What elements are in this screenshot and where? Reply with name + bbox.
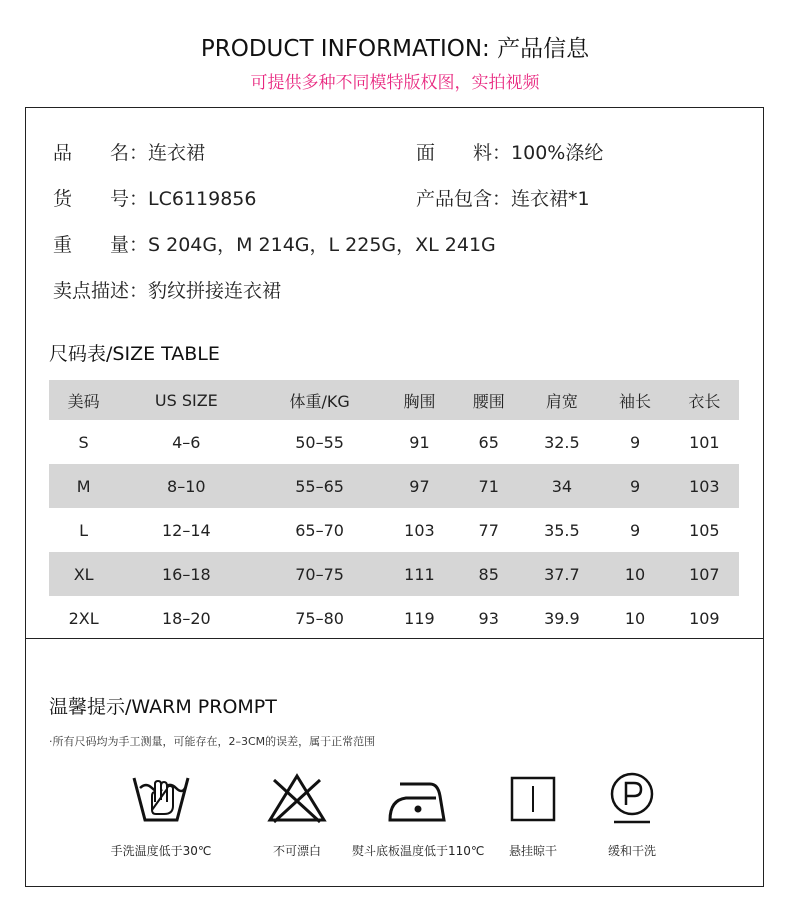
table-cell: 107 <box>689 564 720 584</box>
info-fabric-label: 面 料： <box>416 142 512 164</box>
table-cell: 8–10 <box>167 476 206 496</box>
header-subtitle: 可提供多种不同模特版权图，实拍视频 <box>250 73 540 93</box>
table-cell: 101 <box>689 432 720 452</box>
info-weight-label: 重 量： <box>53 234 149 256</box>
info-selling-row <box>53 276 281 303</box>
info-selling-label: 卖点描述： <box>53 280 149 302</box>
measurement-note: ·所有尺码均为手工测量，可能存在，2–3CM的误差，属于正常范围 <box>49 735 376 748</box>
table-cell: 2XL <box>68 608 99 628</box>
table-cell: 55–65 <box>295 476 344 496</box>
size-table-title: 尺码表/SIZE TABLE <box>49 343 220 365</box>
table-cell: 77 <box>478 520 499 540</box>
table-row <box>49 420 739 464</box>
table-cell: 9 <box>629 476 641 496</box>
size-table <box>49 380 739 640</box>
table-cell: 111 <box>404 564 435 584</box>
table-cell: 97 <box>409 476 430 496</box>
no-bleach-icon <box>266 770 328 826</box>
info-name-value: 连衣裙 <box>148 142 206 164</box>
size-table-header: 肩宽 <box>545 391 578 411</box>
care-label: 熨斗底板温度低于110℃ <box>352 844 485 858</box>
info-includes-label: 产品包含： <box>416 188 512 210</box>
table-cell: 16–18 <box>161 564 211 584</box>
table-cell: 10 <box>624 608 646 628</box>
info-sku-value: LC6119856 <box>148 188 257 210</box>
care-item-hand-wash <box>96 770 226 858</box>
size-table-header: US SIZE <box>154 390 218 410</box>
care-label: 不可漂白 <box>272 844 321 858</box>
table-cell: 65–70 <box>295 520 344 540</box>
table-cell: 50–55 <box>295 432 344 452</box>
table-cell: 70–75 <box>295 564 344 584</box>
info-name-row <box>53 138 205 165</box>
table-cell: 65 <box>478 432 499 452</box>
table-cell: 4–6 <box>172 432 201 452</box>
hand-wash-icon <box>130 770 192 826</box>
table-cell: 105 <box>689 520 720 540</box>
table-cell: 93 <box>478 608 499 628</box>
table-cell: 91 <box>409 432 430 452</box>
info-fabric-value: 100%涤纶 <box>511 142 604 164</box>
care-item-no-bleach <box>232 770 362 858</box>
table-cell: 103 <box>404 520 435 540</box>
table-cell: 71 <box>478 476 499 496</box>
info-includes-row <box>416 184 590 211</box>
size-table-header-row <box>49 380 739 420</box>
table-cell: 35.5 <box>544 520 580 540</box>
dry-clean-p-icon <box>601 770 663 826</box>
table-cell: 85 <box>478 564 499 584</box>
care-item-iron <box>352 770 485 858</box>
info-fabric-row <box>416 138 603 165</box>
size-table-header: 衣长 <box>688 391 721 411</box>
size-table-header: 美码 <box>67 391 100 411</box>
care-label: 手洗温度低于30℃ <box>110 844 212 858</box>
table-cell: 37.7 <box>544 564 580 584</box>
table-row <box>49 552 739 596</box>
header-title: PRODUCT INFORMATION: 产品信息 <box>200 36 590 62</box>
size-table-header: 袖长 <box>619 391 652 411</box>
table-cell: 18–20 <box>161 608 211 628</box>
table-row <box>49 464 739 508</box>
info-weight-value: S 204G，M 214G，L 225G，XL 241G <box>148 234 496 256</box>
table-row <box>49 508 739 552</box>
table-cell: 9 <box>629 520 641 540</box>
table-cell: 119 <box>404 608 435 628</box>
table-cell: 9 <box>629 432 641 452</box>
size-table-header: 体重/KG <box>289 391 350 411</box>
table-cell: 75–80 <box>295 608 344 628</box>
size-table-header: 腰围 <box>472 391 505 411</box>
table-cell: 109 <box>689 608 720 628</box>
info-selling-value: 豹纹拼接连衣裙 <box>148 280 282 302</box>
table-cell: S <box>78 432 89 452</box>
table-cell: L <box>79 520 89 540</box>
table-cell: 103 <box>689 476 720 496</box>
table-cell: 12–14 <box>161 520 211 540</box>
table-cell: M <box>76 476 91 496</box>
info-includes-value: 连衣裙*1 <box>511 188 590 210</box>
table-cell: 39.9 <box>544 608 580 628</box>
table-cell: 34 <box>551 476 573 496</box>
table-cell: 10 <box>624 564 646 584</box>
iron-icon <box>386 770 448 826</box>
info-sku-label: 货 号： <box>53 188 149 210</box>
care-item-dry-clean <box>567 770 697 858</box>
line-dry-icon <box>502 770 564 826</box>
table-row <box>49 596 739 640</box>
warm-prompt-title: 温馨提示/WARM PROMPT <box>49 696 277 718</box>
table-cell: 32.5 <box>544 432 580 452</box>
table-cell: XL <box>73 564 94 584</box>
info-weight-row <box>53 230 496 257</box>
info-name-label: 品 名： <box>53 142 149 164</box>
info-sku-row <box>53 184 257 211</box>
size-table-header: 胸围 <box>403 391 436 411</box>
care-label: 悬挂晾干 <box>508 844 557 858</box>
care-label: 缓和干洗 <box>607 844 656 858</box>
